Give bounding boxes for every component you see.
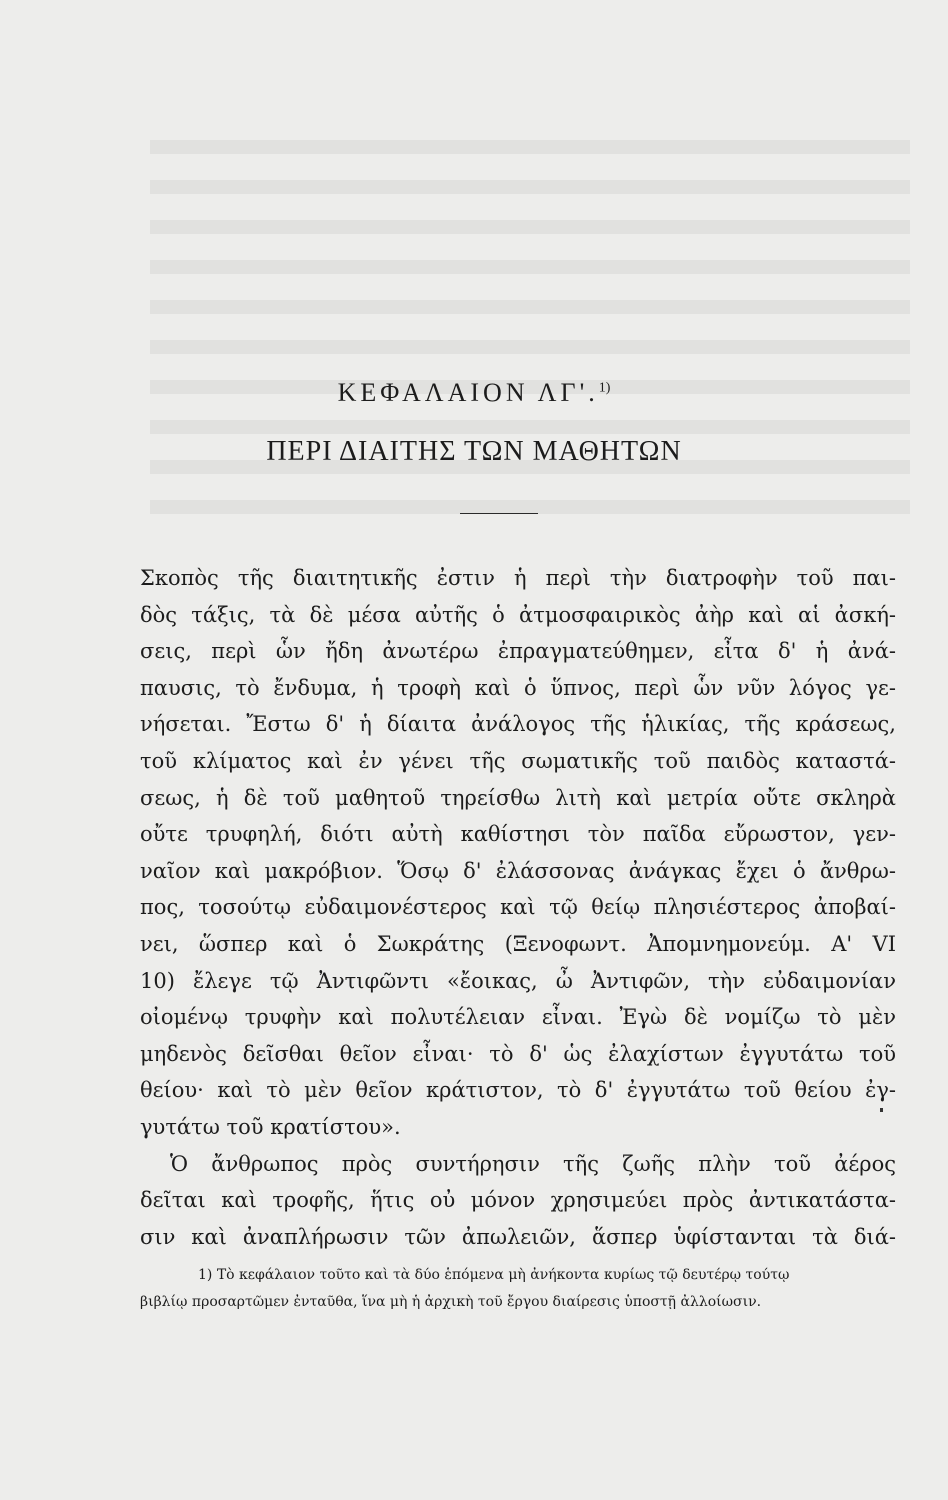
text-line: 10) ἔλεγε τῷ Ἀντιφῶντι «ἔοικας, ὦ Ἀντιφῶν, τὴν εὐδαιμονίαν [140,968,896,993]
text-line: σεις, περὶ ὧν ἤδη ἀνωτέρω ἐπραγματεύθημεν, εἶτα δ' ἡ ἀνά- [140,639,896,664]
chapter-heading [0,378,948,408]
text-line: πος, τοσούτῳ εὐδαιμονέστερος καὶ τῷ θείῳ πλησιέστερος ἀποβαί- [140,895,896,920]
text-line: Ὁ ἄνθρωπος πρὸς συντήρησιν τῆς ζωῆς πλὴν τοῦ ἀέρος [170,1151,896,1176]
text-line: δὸς τάξις, τὰ δὲ μέσα αὐτῆς ὁ ἀτμοσφαιρικὸς ἀὴρ καὶ αἱ ἀσκή- [140,602,896,627]
chapter-footnote-marker: 1) [598,380,611,396]
text-line: τοῦ κλίματος καὶ ἐν γένει τῆς σωματικῆς τοῦ παιδὸς καταστά- [140,748,896,773]
text-line: Σκοπὸς τῆς διαιτητικῆς ἐστιν ἡ περὶ τὴν διατροφὴν τοῦ παι- [140,566,896,590]
chapter-label: ΚΕΦΑΛΑΙΟΝ ΛΓ'. [337,378,599,407]
text-line: μηδενὸς δεῖσθαι θεῖον εἶναι· τὸ δ' ὡς ἐλαχίστων ἐγγυτάτω τοῦ [140,1041,896,1066]
text-line: σεως, ἡ δὲ τοῦ μαθητοῦ τηρείσθω λιτὴ καὶ μετρία οὔτε σκληρὰ [140,785,896,810]
text-line: οἰομένῳ τρυφὴν καὶ πολυτέλειαν εἶναι. Ἐγὼ δὲ νομίζω τὸ μὲν [140,1005,896,1030]
text-line: παυσις, τὸ ἔνδυμα, ἡ τροφὴ καὶ ὁ ὕπνος, περὶ ὧν νῦν λόγος γε- [140,675,896,700]
footnote [140,1262,896,1316]
text-line: νήσεται. Ἔστω δ' ἡ δίαιτα ἀνάλογος τῆς ἡλικίας, τῆς κράσεως, [140,712,896,737]
title-divider [460,513,538,514]
text-line: νει, ὥσπερ καὶ ὁ Σωκράτης (Ξενοφωντ. Ἀπομνημονεύμ. Α' VI [140,931,896,956]
text-line: γυτάτω τοῦ κρατίστου». [140,1114,401,1139]
text-line: ναῖον καὶ μακρόβιον. Ὅσῳ δ' ἐλάσσονας ἀνάγκας ἔχει ὁ ἄνθρω- [140,858,896,883]
footnote-line: βιβλίῳ προσαρτῶμεν ἐνταῦθα, ἵνα μὴ ἡ ἀρχικὴ τοῦ ἔργου διαίρεσις ὑποστῇ ἀλλοίωσιν. [140,1294,762,1310]
footnote-line: 1) Τὸ κεφάλαιον τοῦτο καὶ τὰ δύο ἑπόμενα μὴ ἀνήκοντα κυρίως τῷ δευτέρῳ τούτῳ [198,1267,790,1283]
text-line: θείου· καὶ τὸ μὲν θεῖον κράτιστον, τὸ δ' ἐγγυτάτω τοῦ θείου ἐγ- [140,1078,896,1103]
body-text [140,560,896,1255]
chapter-title: ΠΕΡΙ ΔΙΑΙΤΗΣ ΤΩΝ ΜΑΘΗΤΩΝ [266,436,682,467]
text-line: οὔτε τρυφηλή, διότι αὐτὴ καθίστησι τὸν παῖδα εὔρωστον, γεν- [140,822,896,847]
text-line: σιν καὶ ἀναπλήρωσιν τῶν ἀπωλειῶν, ἅσπερ ὑφίστανται τὰ διά- [140,1224,896,1249]
text-line: δεῖται καὶ τροφῆς, ἥτις οὐ μόνον χρησιμεύει πρὸς ἀντικατάστα- [140,1188,896,1213]
ink-speck [880,1108,883,1112]
